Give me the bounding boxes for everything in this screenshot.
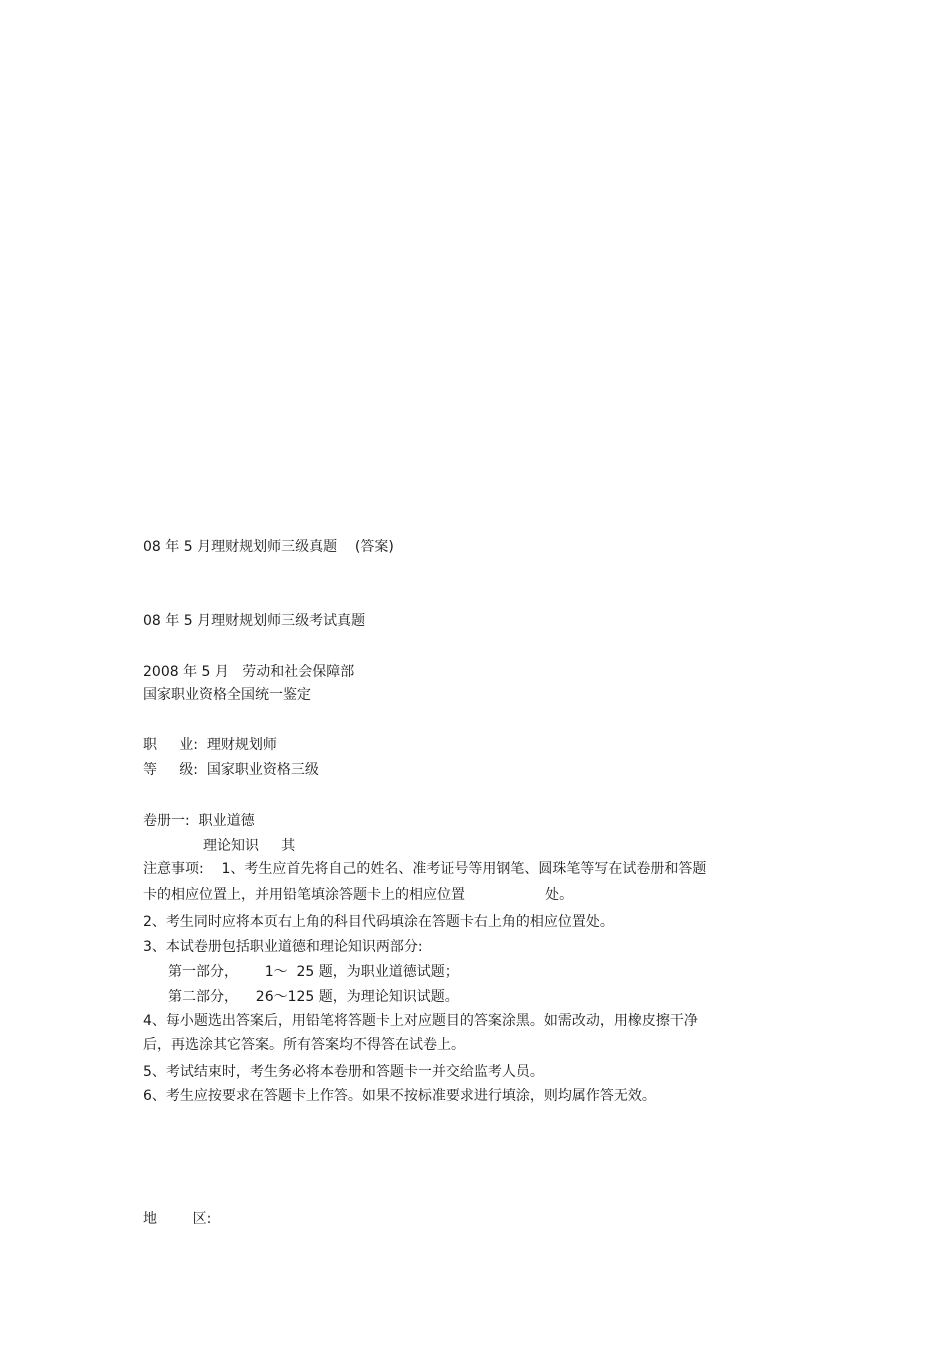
volume-subline: 理论知识 其 xyxy=(203,838,296,854)
level-line: 等 级: 国家职业资格三级 xyxy=(143,762,319,778)
note-4b: 后，再选涂其它答案。所有答案均不得答在试卷上。 xyxy=(143,1037,465,1053)
note-3: 3、本试卷册包括职业道德和理论知识两部分: xyxy=(143,939,423,955)
volume-line: 卷册一: 职业道德 xyxy=(143,813,255,829)
note-5: 5、考试结束时，考生务必将本卷册和答题卡一并交给监考人员。 xyxy=(143,1064,544,1080)
note-1a: 注意事项: 1、考生应首先将自己的姓名、准考证号等用钢笔、圆珠笔等写在试卷册和答题 xyxy=(143,861,707,877)
note-6: 6、考生应按要求在答题卡上作答。如果不按标准要求进行填涂，则均属作答无效。 xyxy=(143,1088,656,1104)
note-3a: 第一部分， 1～ 25 题，为职业道德试题； xyxy=(168,964,459,980)
note-4a: 4、每小题选出答案后，用铅笔将答题卡上对应题目的答案涂黑。如需改动，用橡皮擦干净 xyxy=(143,1013,698,1029)
note-2: 2、考生同时应将本页右上角的科目代码填涂在答题卡右上角的相应位置处。 xyxy=(143,914,614,930)
issuer-line-1: 2008 年 5 月 劳动和社会保障部 xyxy=(143,664,355,680)
occupation-line: 职 业: 理财规划师 xyxy=(143,737,277,753)
issuer-line-2: 国家职业资格全国统一鉴定 xyxy=(143,687,311,703)
note-1b: 卡的相应位置上，并用铅笔填涂答题卡上的相应位置 处。 xyxy=(143,887,574,903)
note-3b: 第二部分， 26～125 题，为理论知识试题。 xyxy=(168,989,459,1005)
doc-title: 08 年 5 月理财规划师三级真题 (答案) xyxy=(143,539,394,555)
doc-subtitle: 08 年 5 月理财规划师三级考试真题 xyxy=(143,613,366,629)
region-line: 地 区: xyxy=(143,1211,212,1227)
